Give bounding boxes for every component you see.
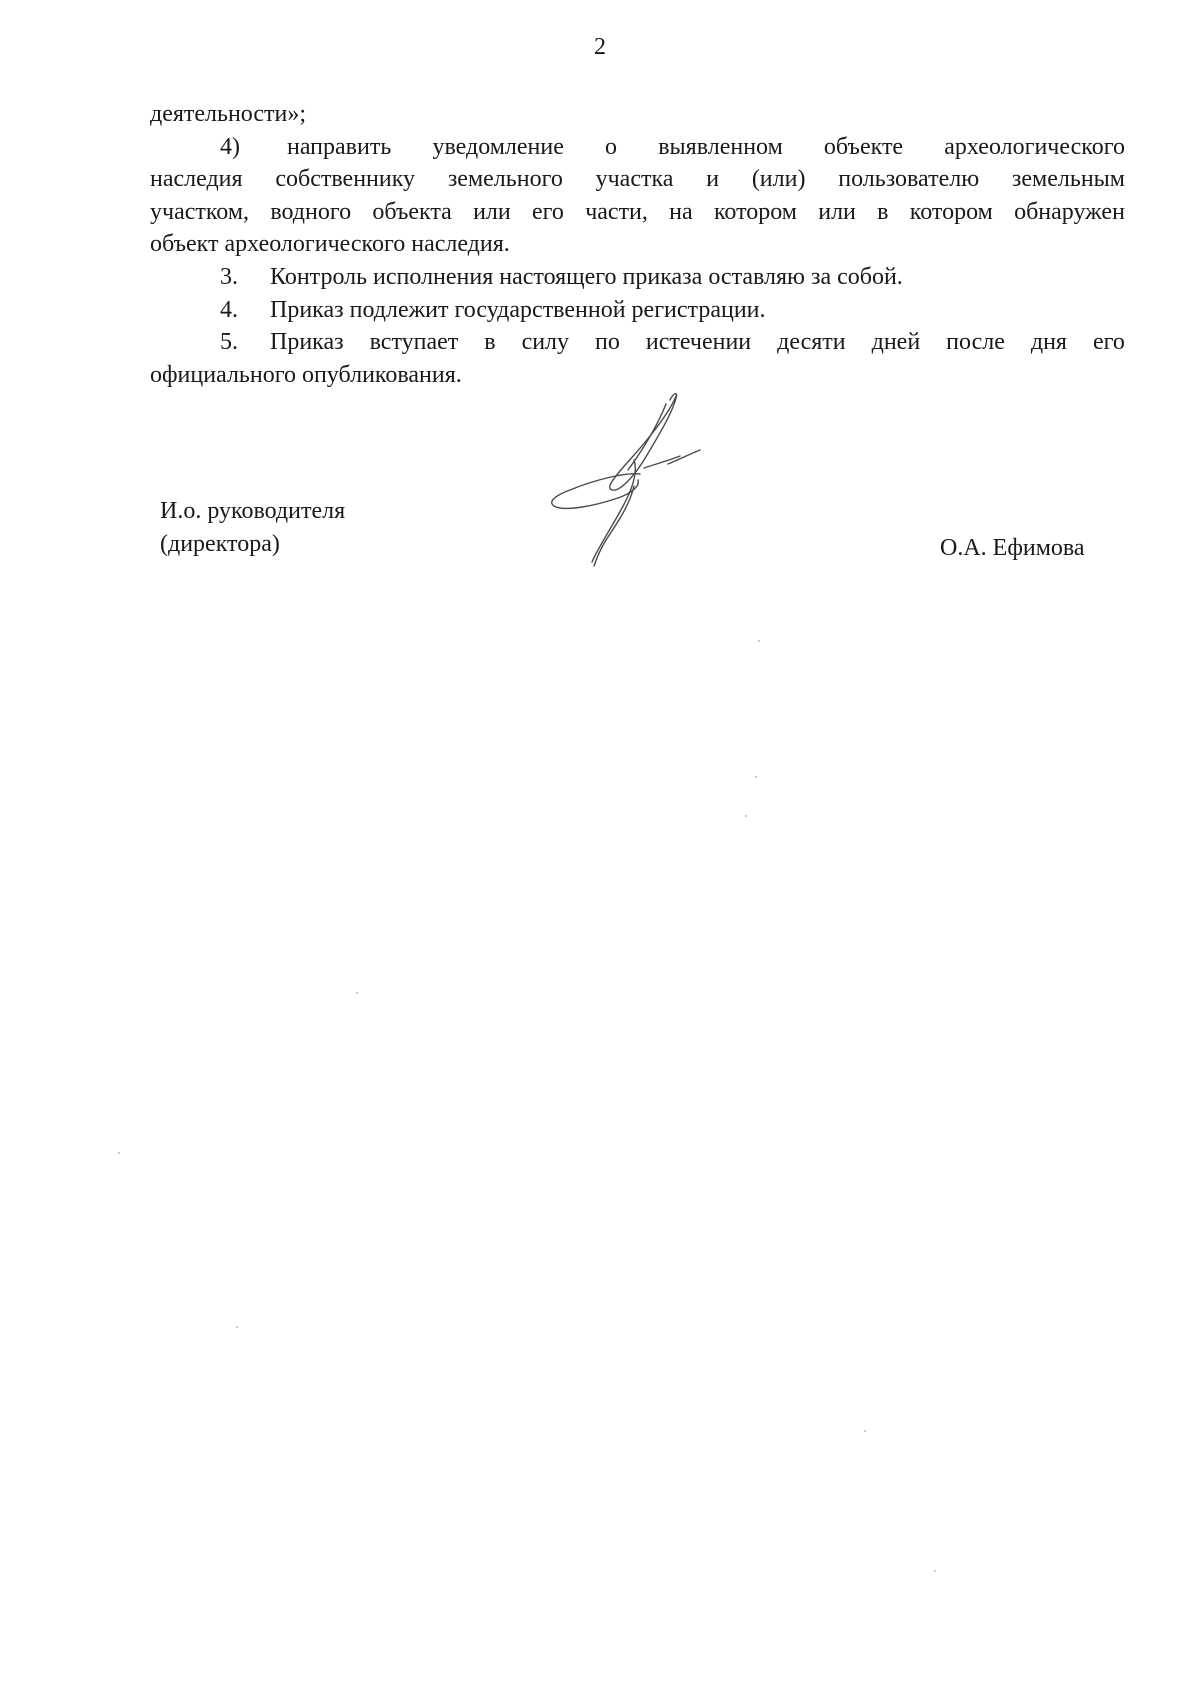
word: в xyxy=(877,198,889,225)
page-number: 2 xyxy=(594,34,606,60)
item-4-number: 4) xyxy=(220,133,240,160)
scan-speck xyxy=(745,815,747,817)
item-4b-number: 4. xyxy=(220,296,238,323)
word: части, xyxy=(585,198,648,225)
word: котором xyxy=(713,198,797,225)
word: археологического xyxy=(944,133,1125,160)
word: пользователю xyxy=(838,166,980,193)
word: по xyxy=(595,329,620,356)
signature-stroke xyxy=(552,474,640,509)
word: объекта xyxy=(372,198,452,225)
word: или xyxy=(473,198,511,225)
signature-stroke xyxy=(592,460,635,562)
word: на xyxy=(669,198,693,225)
scan-speck xyxy=(755,776,757,778)
scan-speck xyxy=(934,1570,936,1572)
word: объекте xyxy=(823,133,904,160)
word: его xyxy=(1092,329,1125,356)
item-3-text: Контроль исполнения настоящего приказа оставляю за собой. xyxy=(270,263,903,290)
word: выявленном xyxy=(658,133,783,160)
word: или xyxy=(818,198,856,225)
word: водного xyxy=(270,198,352,225)
word: обнаружен xyxy=(1014,198,1125,225)
word: вступает xyxy=(369,329,459,356)
item-5-number: 5. xyxy=(220,329,238,356)
word: (или) xyxy=(751,166,806,193)
word: участком, xyxy=(150,198,250,225)
word: после xyxy=(946,329,1005,356)
word: собственнику xyxy=(275,166,416,193)
signatory-position-line-1: И.о. руководителя xyxy=(160,498,346,524)
signature-stroke xyxy=(668,450,700,464)
signatory-position-line-2: (директора) xyxy=(160,531,280,557)
scan-speck xyxy=(236,1326,238,1328)
item-5-line-2: официального опубликования. xyxy=(150,361,462,388)
word: его xyxy=(532,198,564,225)
word: уведомление xyxy=(432,133,564,160)
word: направить xyxy=(287,133,392,160)
word: Приказ xyxy=(270,329,344,356)
signature-stroke xyxy=(644,456,680,468)
word: котором xyxy=(909,198,993,225)
word: земельным xyxy=(1011,166,1125,193)
word: дней xyxy=(871,329,921,356)
scan-speck xyxy=(758,640,760,642)
item-4b-text: Приказ подлежит государственной регистрации. xyxy=(270,296,766,323)
word: наследия xyxy=(150,166,243,193)
word: десяти xyxy=(777,329,846,356)
item-3-number: 3. xyxy=(220,263,238,290)
scan-speck xyxy=(356,992,358,994)
handwritten-signature xyxy=(548,390,748,580)
scan-speck xyxy=(864,1430,866,1432)
word: земельного xyxy=(447,166,563,193)
word: в xyxy=(484,329,496,356)
continuation-line: деятельности»; xyxy=(150,101,307,127)
word: участка xyxy=(595,166,674,193)
word: дня xyxy=(1030,329,1067,356)
scan-speck xyxy=(118,1152,120,1154)
word: и xyxy=(706,166,720,193)
item-4-line-4: объект археологического наследия. xyxy=(150,231,510,258)
word: силу xyxy=(521,329,570,356)
signatory-name: О.А. Ефимова xyxy=(940,535,1085,561)
word: истечении xyxy=(645,329,752,356)
word: о xyxy=(605,133,618,160)
signature-stroke xyxy=(594,486,634,566)
signature-strokes xyxy=(552,394,700,566)
signature-block xyxy=(0,0,1200,700)
